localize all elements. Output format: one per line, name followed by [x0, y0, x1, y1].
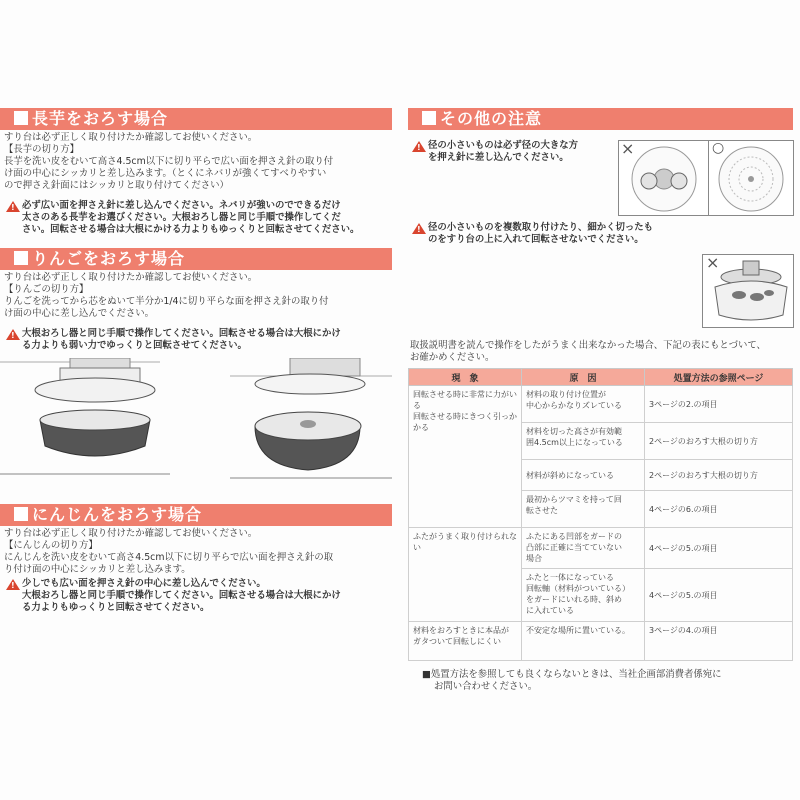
- section-header-carrot: [0, 504, 392, 526]
- text-line: お問い合わせください。: [434, 681, 538, 692]
- cause-cell: 材料の取り付け位置が 中心からかなりズレている: [522, 386, 645, 423]
- bullet-square-icon: [14, 507, 28, 521]
- reference-cell: 4ページの6.の項目: [645, 491, 793, 528]
- text-line: にんじんを洗い皮をむいて高さ4.5cm以下に切り平らで広い面を押さえ針の取: [4, 552, 334, 563]
- cause-cell: 材料が斜めになっている: [522, 460, 645, 491]
- warning-line: る力よりも弱い力でゆっくりと回転させてください。: [22, 340, 247, 351]
- apple-illustration: [0, 358, 392, 498]
- right-column: [408, 108, 793, 693]
- text-line: りんごを洗ってから芯をぬいて半分か1/4に切り平らな面を押さえ針の取り付: [4, 296, 329, 307]
- cause-cell: ふたと一体になっている 回転軸（材料がついている） をガードにいれる時、斜め に入れている: [522, 569, 645, 622]
- text-line: すり台は必ず正しく取り付けたか確認してお使いください。: [4, 272, 258, 283]
- text-line: け面の中心に差し込んでください。: [4, 308, 155, 319]
- circle-mark-icon: ○: [712, 140, 725, 156]
- grater-apple-drawing: [0, 358, 392, 498]
- section-title: にんじんをおろす場合: [32, 505, 203, 524]
- table-row: [409, 622, 793, 661]
- troubleshooting-table: [408, 368, 793, 661]
- col-header-reference: 処置方法の参照ページ: [645, 369, 793, 386]
- cross-mark-icon: ×: [621, 139, 635, 158]
- warning-icon: [412, 141, 426, 152]
- warning-block: [4, 200, 392, 236]
- text-line: すり台は必ず正しく取り付けたか確認してお使いください。: [4, 528, 258, 539]
- section-header-apple: [0, 248, 392, 270]
- warning-block: [410, 140, 578, 164]
- text-line: 【長芋の切り方】: [4, 144, 80, 155]
- warning-block: [4, 328, 392, 352]
- text-line: お確かめください。: [410, 352, 495, 363]
- other-notes-area: [408, 130, 793, 290]
- table-header-row: [409, 369, 793, 386]
- illustration-wrong-placement: [618, 140, 710, 216]
- left-column: [0, 108, 392, 614]
- text-line: ので押さえ針面にはシッカリと取り付けてください）: [4, 180, 229, 191]
- warning-line: 必ず広い面を押さえ針に差し込んでください。ネバリが強いのでできるだけ: [22, 200, 341, 211]
- warning-block: [4, 578, 392, 614]
- warning-icon: [412, 223, 426, 234]
- phenomenon-cell: ふたがうまく取り付けられない: [409, 528, 522, 622]
- text-line: け面の中心にシッカリと差し込みます。（とくにネバリが強くてすべりやすい: [4, 168, 327, 179]
- warning-line: 大根おろし器と同じ手順で操作してください。回転させる場合は大根にかけ: [22, 328, 341, 339]
- reference-cell: 3ページの2.の項目: [645, 386, 793, 423]
- section-title: その他の注意: [440, 109, 543, 128]
- warning-line: さい。回転させる場合は大根にかける力よりもゆっくりと回転させてください。: [22, 224, 360, 235]
- bullet-square-icon: [14, 111, 28, 125]
- text-line: 【りんごの切り方】: [4, 284, 89, 295]
- text-line: り付け面の中心にシッカリと差し込みます。: [4, 564, 191, 575]
- text-line: 長芋を洗い皮をむいて高さ4.5cm以下に切り平らで広い面を押さえ針の取り付: [4, 156, 334, 167]
- bullet-square-icon: [14, 251, 28, 265]
- phenomenon-cell: 材料をおろすときに本品が ガタついて回転しにくい: [409, 622, 522, 661]
- text-line: 取扱説明書を読んで操作をしたがうまく出来なかった場合、下記の表にもとづいて、: [410, 340, 766, 351]
- warning-line: 少しでも広い面を押さえ針の中心に差し込んでください。: [22, 578, 266, 589]
- cause-cell: 不安定な場所に置いている。: [522, 622, 645, 661]
- cause-cell: ふたにある凹部をガードの 凸部に正確に当てていない 場合: [522, 528, 645, 569]
- section-header-yam: [0, 108, 392, 130]
- illustration-multiple-pieces: [702, 254, 794, 328]
- cause-cell: 最初からツマミを持って回 転させた: [522, 491, 645, 528]
- section-header-other: [408, 108, 793, 130]
- warning-icon: [6, 329, 20, 340]
- reference-cell: 2ページのおろす大根の切り方: [645, 460, 793, 491]
- warning-icon: [6, 201, 20, 212]
- warning-line: を押え針に差し込んでください。: [428, 152, 569, 163]
- reference-cell: 2ページのおろす大根の切り方: [645, 423, 793, 460]
- text-line: ■処置方法を参照しても良くならないときは、当社企画部消費者係宛に: [422, 669, 722, 680]
- text-line: 【にんじんの切り方】: [4, 540, 98, 551]
- warning-line: 太さのある長芋をお選びください。大根おろし器と同じ手順で操作してくだ: [22, 212, 341, 223]
- footer-note: [408, 661, 793, 693]
- section-title: 長芋をおろす場合: [32, 109, 169, 128]
- text-line: すり台は必ず正しく取り付けたか確認してお使いください。: [4, 132, 258, 143]
- warning-line: のをすり台の上に入れて回転させないでください。: [428, 234, 644, 245]
- table-row: [409, 386, 793, 423]
- phenomenon-cell: 回転させる時に非常に力がいる 回転させる時にきつく引っかかる: [409, 386, 522, 528]
- col-header-phenomenon: 現 象: [409, 369, 522, 386]
- table-row: [409, 528, 793, 569]
- cause-cell: 材料を切った高さが有効範 囲4.5cm以上になっている: [522, 423, 645, 460]
- section-title: りんごをおろす場合: [32, 249, 186, 268]
- reference-cell: 3ページの4.の項目: [645, 622, 793, 661]
- warning-icon: [6, 579, 20, 590]
- bullet-square-icon: [422, 111, 436, 125]
- warning-line: 径の小さいものは必ず径の大きな方: [428, 140, 579, 151]
- illustration-correct-placement: [708, 140, 794, 216]
- reference-cell: 4ページの5.の項目: [645, 569, 793, 622]
- warning-line: 径の小さいものを複数取り付けたり、細かく切ったも: [428, 222, 654, 233]
- warning-line: る力よりもゆっくりと回転させてください。: [22, 602, 210, 613]
- reference-cell: 4ページの5.の項目: [645, 528, 793, 569]
- warning-block: [410, 222, 653, 246]
- warning-line: 大根おろし器と同じ手順で操作してください。回転させる場合は大根にかけ: [22, 590, 341, 601]
- col-header-cause: 原 因: [522, 369, 645, 386]
- cross-mark-icon: ×: [706, 253, 720, 272]
